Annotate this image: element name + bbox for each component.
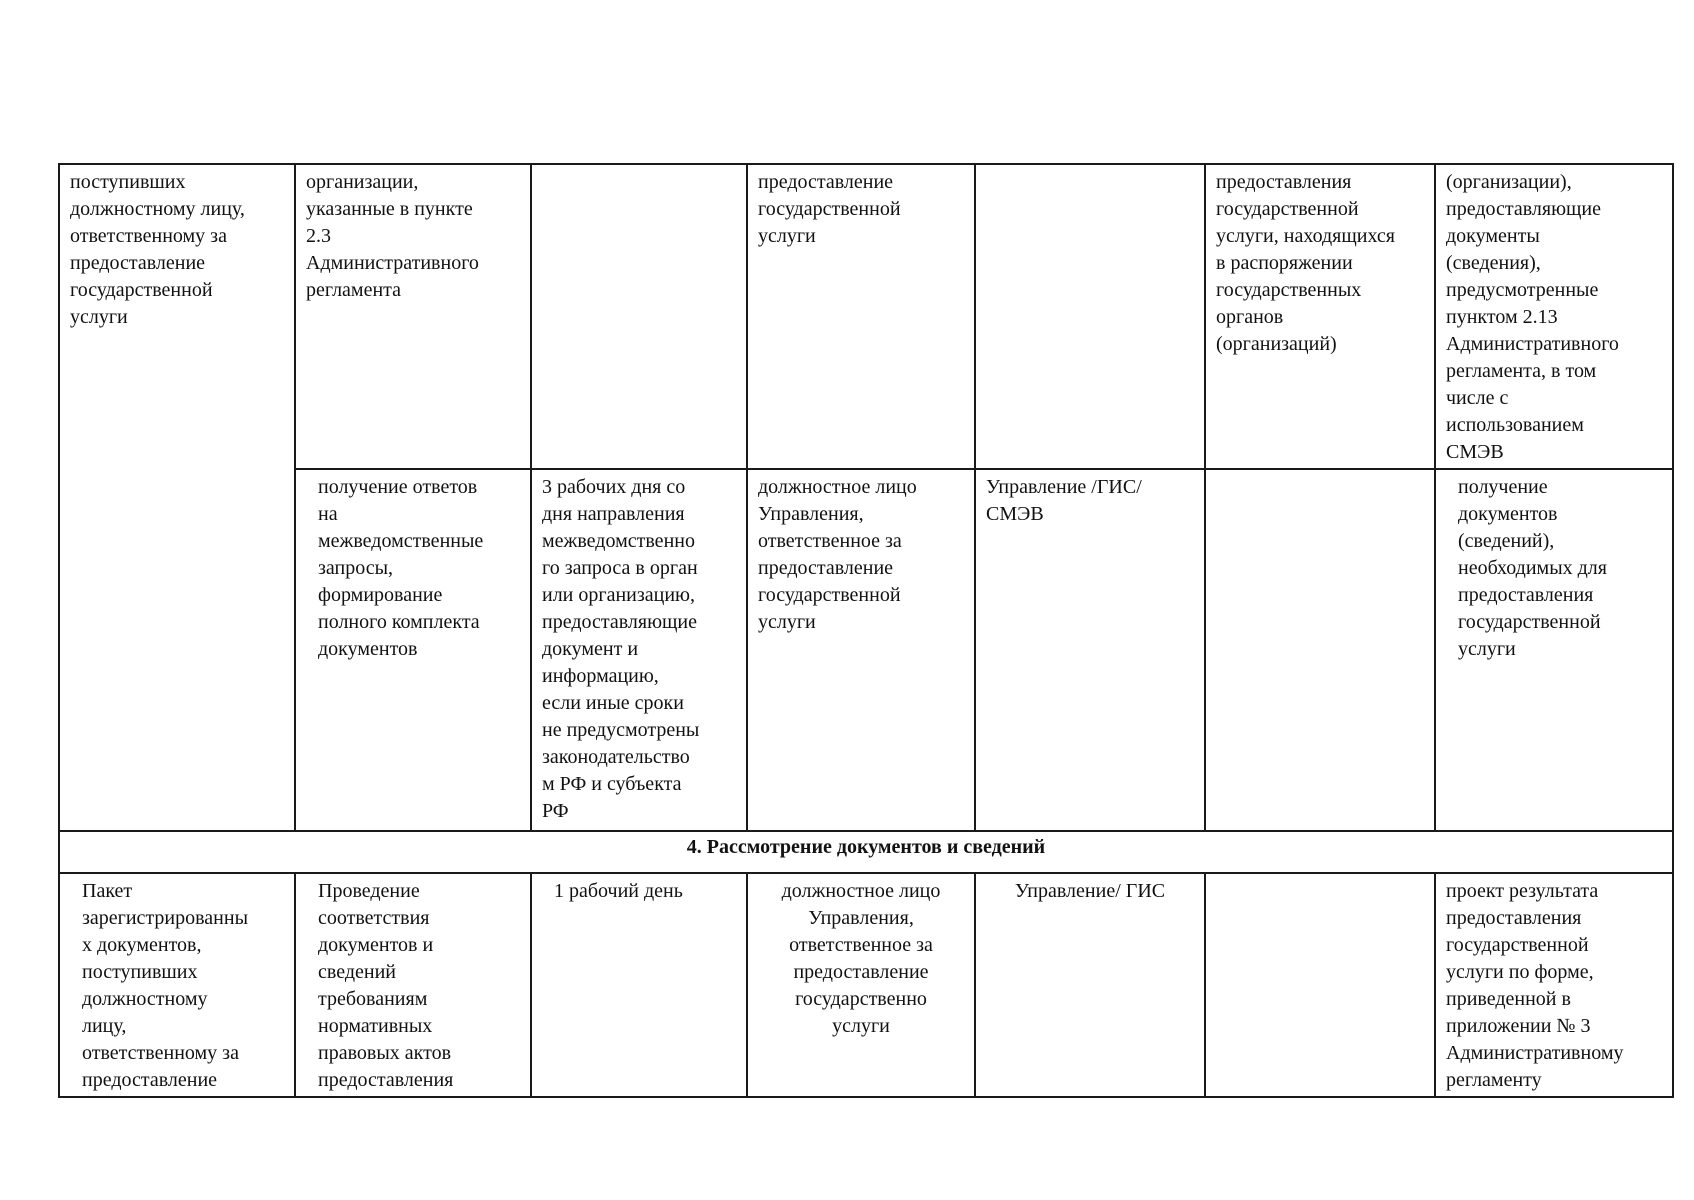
cell-text: Пакет зарегистрированны х документов, поступивших должностному лицу, ответственному за предоставление: [82, 880, 249, 1091]
cell-text: 3 рабочих дня со дня направления межведомственно го запроса в орган или организацию, предоставляющие документ и информацию, если иные сроки не предусмотрены законодательство м РФ и субъекта РФ: [542, 476, 700, 822]
cell-text: 1 рабочий день: [554, 880, 683, 902]
table-cell: [531, 873, 747, 1097]
table-cell: [295, 164, 531, 469]
table-cell: [747, 469, 975, 831]
table-cell: [1435, 873, 1673, 1097]
table-row: [59, 873, 1673, 1097]
cell-text: организации, указанные в пункте 2.3 Административного регламента: [306, 171, 479, 301]
cell-text: (организации), предоставляющие документы (сведения), предусмотренные пунктом 2.13 Административного регламента, в том числе с использованием СМЭВ: [1446, 171, 1619, 463]
table-cell: [1205, 469, 1435, 831]
table-cell: [295, 469, 531, 831]
table-row: [59, 164, 1673, 469]
procedure-table: [58, 163, 1674, 1098]
table-cell: [747, 164, 975, 469]
table-cell: [1205, 164, 1435, 469]
table-row: [59, 469, 1673, 831]
cell-text: Управление/ ГИС: [1014, 880, 1166, 902]
section-row: [59, 831, 1673, 873]
cell-text: предоставление государственной услуги: [758, 171, 901, 247]
cell-text: Проведение соответствия документов и сведений требованиям нормативных правовых актов предоставления: [318, 880, 454, 1091]
table-cell: [295, 873, 531, 1097]
cell-text: проект результата предоставления государственной услуги по форме, приведенной в приложении № 3 Административному регламенту: [1446, 880, 1624, 1091]
cell-text: Управление /ГИС/ СМЭВ: [986, 476, 1142, 525]
section-title: 4. Рассмотрение документов и сведений: [59, 831, 1673, 873]
cell-text: предоставления государственной услуги, находящихся в распоряжении государственных органов (организаций): [1216, 171, 1395, 355]
cell-text: поступивших должностному лицу, ответственному за предоставление государственной услуги: [70, 171, 245, 328]
table-cell: [747, 873, 975, 1097]
table-cell: [531, 164, 747, 469]
table-cell: [1435, 469, 1673, 831]
table-cell: [975, 469, 1205, 831]
table-cell: [531, 469, 747, 831]
cell-text: получение ответов на межведомственные запросы, формирование полного комплекта документов: [318, 476, 484, 660]
table-cell: [1435, 164, 1673, 469]
cell-text: должностное лицо Управления, ответственное за предоставление государственной услуги: [758, 476, 917, 633]
table-cell: [59, 164, 295, 831]
table-cell: [1205, 873, 1435, 1097]
cell-text: должностное лицо Управления, ответственное за предоставление государственно услуги: [781, 880, 941, 1037]
table-cell: [59, 873, 295, 1097]
table-cell: [975, 164, 1205, 469]
table-cell: [975, 873, 1205, 1097]
cell-text: получение документов (сведений), необходимых для предоставления государственной услуги: [1458, 476, 1607, 660]
